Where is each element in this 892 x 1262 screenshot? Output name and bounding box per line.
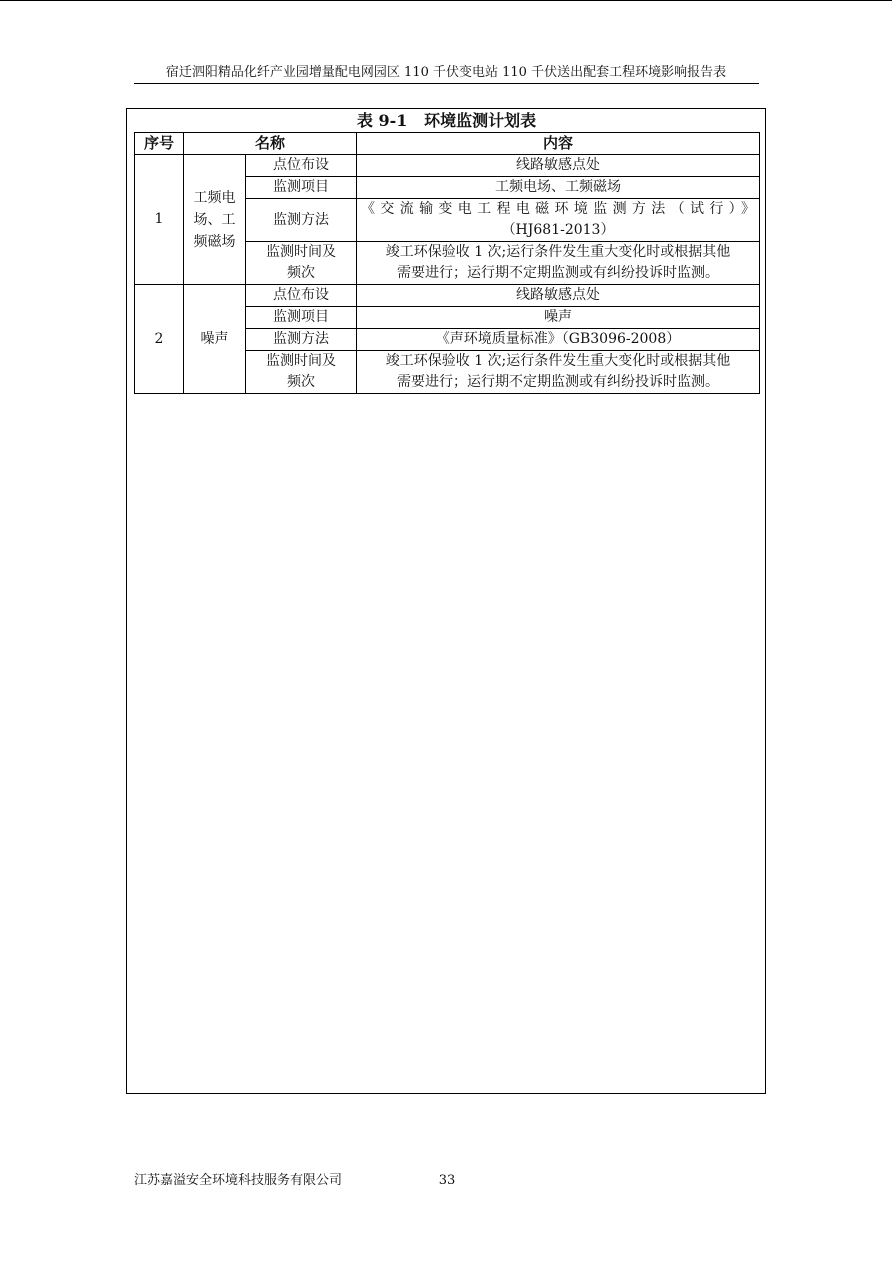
content-cell: 噪声 xyxy=(357,307,760,329)
item-cell: 点位布设 xyxy=(246,155,357,177)
group-name-text: 噪声 xyxy=(200,331,229,347)
content-cell xyxy=(357,199,760,242)
group-name-cell xyxy=(184,155,246,285)
table-header-row xyxy=(135,133,760,155)
content-cell xyxy=(357,242,760,285)
content-line: （HJ681-2013） xyxy=(501,222,615,238)
page-number: 33 xyxy=(438,1173,456,1188)
column-header-name: 名称 xyxy=(184,133,357,155)
group-seq-cell: 1 xyxy=(135,155,184,285)
item-text: 监测时间及频次 xyxy=(266,244,336,281)
page-top-border xyxy=(0,0,892,1)
content-cell xyxy=(357,351,760,394)
group-seq-cell: 2 xyxy=(135,285,184,394)
item-cell: 点位布设 xyxy=(246,285,357,307)
column-header-seq: 序号 xyxy=(135,133,184,155)
content-cell: 线路敏感点处 xyxy=(357,155,760,177)
group-name-text: 工频电场、工频磁场 xyxy=(193,189,236,250)
item-text: 监测时间及频次 xyxy=(266,353,336,390)
item-cell xyxy=(246,242,357,285)
content-cell: 线路敏感点处 xyxy=(357,285,760,307)
item-cell: 监测项目 xyxy=(246,307,357,329)
group-name-cell xyxy=(184,285,246,394)
content-line: 需要进行；运行期不定期监测或有纠纷投诉时监测。 xyxy=(397,374,720,390)
monitoring-plan-table xyxy=(134,132,760,394)
table-caption: 表 9-1 环境监测计划表 xyxy=(356,111,537,130)
item-cell: 监测方法 xyxy=(246,199,357,242)
content-cell: 工频电场、工频磁场 xyxy=(357,177,760,199)
document-header-title: 宿迁泗阳精品化纤产业园增量配电网园区 110 千伏变电站 110 千伏送出配套工程环境影响报告表 xyxy=(165,65,727,80)
header-divider xyxy=(134,83,759,84)
column-header-content: 内容 xyxy=(357,133,760,155)
item-cell: 监测项目 xyxy=(246,177,357,199)
content-cell: 《声环境质量标准》（GB3096-2008） xyxy=(357,329,760,351)
item-cell: 监测方法 xyxy=(246,329,357,351)
content-line: 《交流输变电工程电磁环境监测方法（试行）》 xyxy=(361,201,756,217)
footer-company-name: 江苏嘉溢安全环境科技服务有限公司 xyxy=(134,1173,343,1188)
content-line: 竣工环保验收 1 次;运行条件发生重大变化时或根据其他 xyxy=(385,244,731,260)
table-row xyxy=(135,285,760,307)
table-row xyxy=(135,155,760,177)
item-cell xyxy=(246,351,357,394)
content-line: 竣工环保验收 1 次;运行条件发生重大变化时或根据其他 xyxy=(385,353,731,369)
content-line: 需要进行；运行期不定期监测或有纠纷投诉时监测。 xyxy=(397,265,720,281)
